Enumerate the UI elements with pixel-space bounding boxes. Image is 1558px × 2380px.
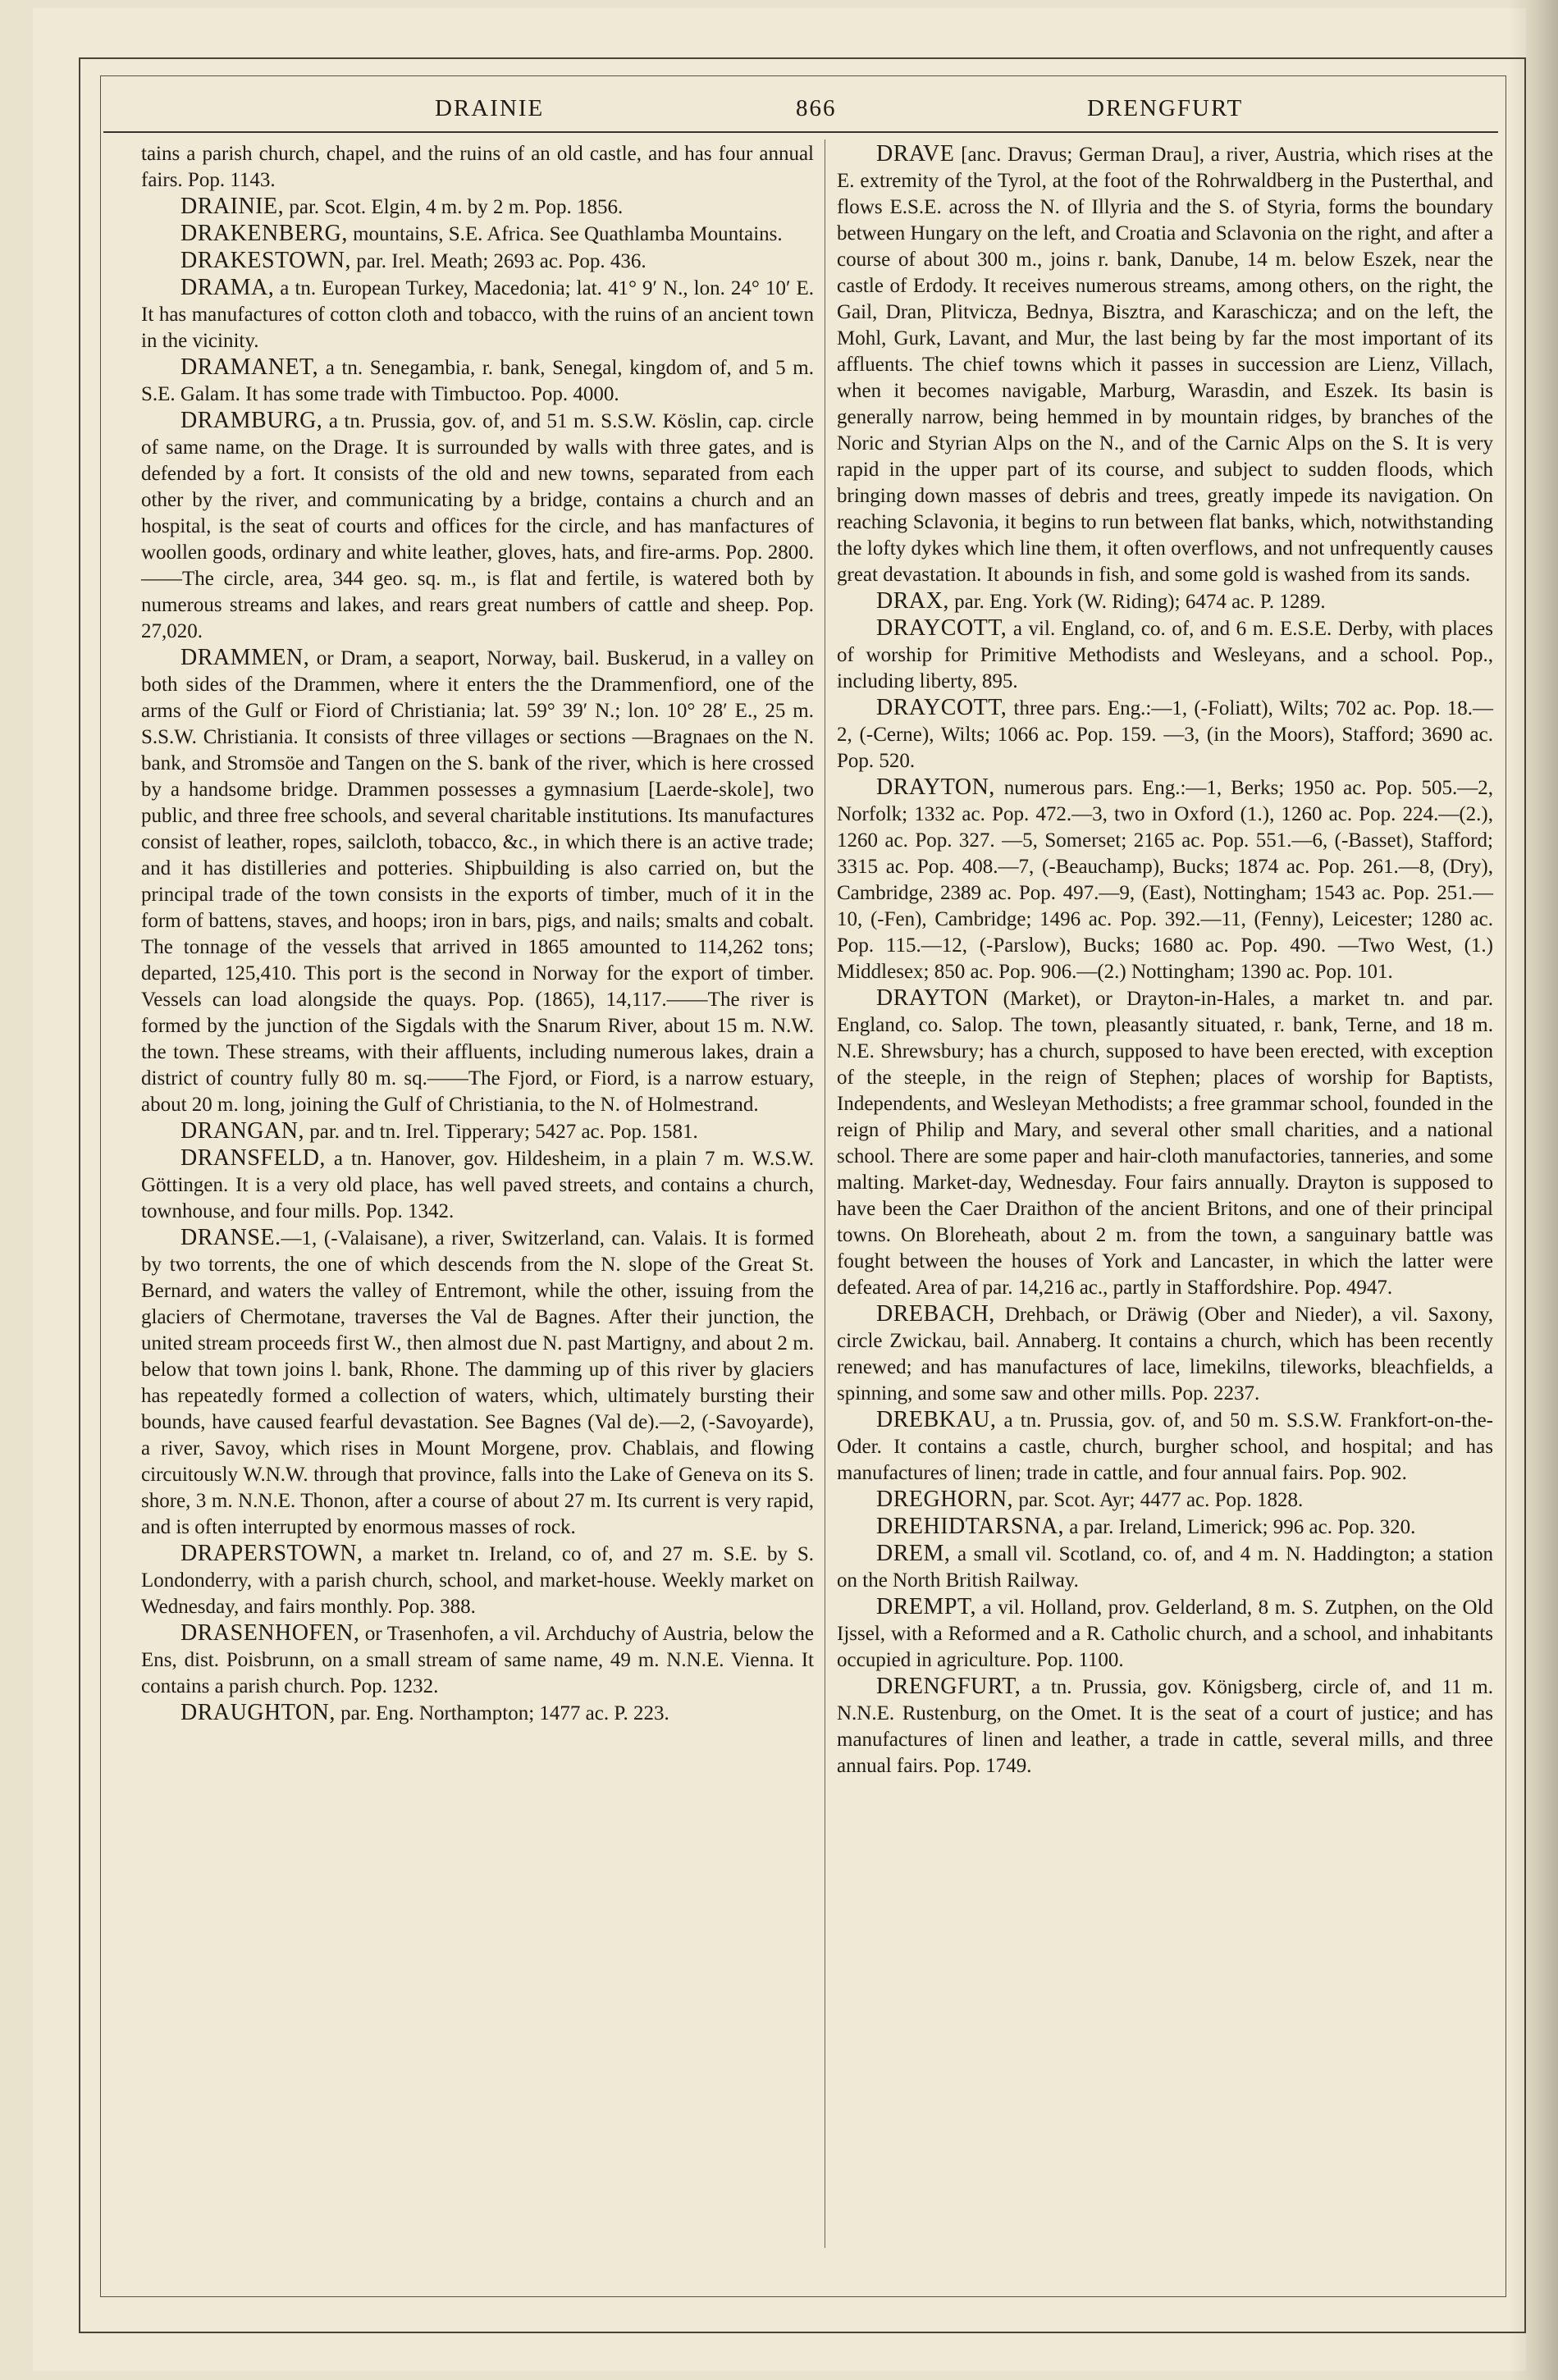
entry-headword: DRAMANET, xyxy=(180,354,319,380)
right-column-entry xyxy=(837,1541,1493,1594)
entry-text: a tn. Senegambia, r. bank, Senegal, kingdom of, and 5 m. S.E. Galam. It has some trade with Timbuctoo. Pop. 4000. xyxy=(141,357,814,405)
left-column-entry xyxy=(141,1145,814,1225)
right-column-entry xyxy=(837,141,1493,588)
right-column-entry xyxy=(837,615,1493,695)
entry-text: par. Irel. Meath; 2693 ac. Pop. 436. xyxy=(350,250,647,272)
entry-headword: DRAYCOTT, xyxy=(876,695,1007,720)
entry-headword: DREM, xyxy=(876,1541,951,1566)
left-column-entry xyxy=(141,248,814,275)
left-column-entry xyxy=(141,645,814,1118)
right-column-entry xyxy=(837,588,1493,615)
entry-text: three pars. Eng.:—1, (-Foliatt), Wilts; 702 ac. Pop. 18.—2, (-Cerne), Wilts; 1066 ac. Pop. 159. —3, (in the Moors), Stafford; 3690 ac. Pop. 520. xyxy=(837,697,1493,772)
entry-headword: DRAUGHTON, xyxy=(180,1700,336,1725)
right-column-entry xyxy=(837,1487,1493,1514)
entry-headword: DRENGFURT, xyxy=(876,1674,1021,1699)
right-column-entry xyxy=(837,1674,1493,1779)
entry-headword: DRANSE. xyxy=(180,1225,281,1250)
left-column-entry xyxy=(141,354,814,408)
entry-text: a tn. Prussia, gov. of, and 51 m. S.S.W. Köslin, cap. circle of same name, on the Drage. It is surrounded by walls with three gates, and is defended by a fort. It consists of the old and new towns, separated from each other by the river, and communicating by a bridge, contains a church and an hospital, is the seat of courts and offices for the circle, and has manfactures of woollen goods, ordinary and white leather, gloves, hats, and fire-arms. Pop. 2800. ——The circle, area, 344 geo. sq. m., is flat and fertile, is watered both by numerous streams and lakes, and rears great numbers of cattle and sheep. Pop. 27,020. xyxy=(141,410,814,642)
entry-text: —1, (-Valaisane), a river, Switzerland, can. Valais. It is formed by two torrents, the one of which descends from the N. slope of the Great St. Bernard, and waters the valley of Entremont, while the other, issuing from the glaciers of Chermotane, traverses the Val de Bagnes. After their junction, the united stream proceeds first W., then almost due N. past Martigny, and about 2 m. below that town joins l. bank, Rhone. The damming up of this river by glaciers has repeatedly formed a collection of waters, which, ultimately bursting their bounds, have caused fearful devastation. See Bagnes (Val de).—2, (-Savoyarde), a river, Savoy, which rises in Mount Morgene, prov. Chablais, and flowing circuitously W.N.W. through that province, falls into the Lake of Geneva on its S. shore, 3 m. N.N.E. Thonon, after a course of about 27 m. Its current is very rapid, and is often interrupted by enormous masses of rock. xyxy=(141,1227,814,1538)
left-column-entry xyxy=(141,408,814,645)
left-column-entry xyxy=(141,141,814,194)
entry-headword: DRAMA, xyxy=(180,275,275,300)
entry-text: a vil. England, co. of, and 6 m. E.S.E. Derby, with places of worship for Primitive Methodists and Wesleyans, and a school. Pop., including liberty, 895. xyxy=(837,618,1493,692)
right-column-entry xyxy=(837,1407,1493,1487)
entry-headword: DRAKESTOWN, xyxy=(180,248,351,273)
entry-headword: DRANGAN, xyxy=(180,1118,304,1144)
entry-text: a par. Ireland, Limerick; 996 ac. Pop. 320. xyxy=(1064,1516,1416,1538)
entry-headword: DRAYTON xyxy=(876,985,989,1011)
entry-text: (Market), or Drayton-in-Hales, a market tn. and par. England, co. Salop. The town, pleasantly situated, r. bank, Terne, and 18 m. N.E. Shrewsbury; has a church, supposed to have been erected, with exception of the steeple, in the reign of Stephen; places of worship for Baptists, Independents, and Wesleyan Methodists; a free grammar school, founded in the reign of Philip and Mary, and several other small charities, and a national school. There are some paper and hair-cloth manufactories, tanneries, and some malting. Market-day, Wednesday. Four fairs annually. Drayton is supposed to have been the Caer Draithon of the ancient Britons, and one of their principal towns. On Bloreheath, about 2 m. from the town, a sanguinary battle was fought between the houses of York and Lancaster, in which the latter were defeated. Area of par. 14,216 ac., partly in Staffordshire. Pop. 4947. xyxy=(837,988,1493,1299)
entry-headword: DREBKAU, xyxy=(876,1407,997,1432)
left-column-entry xyxy=(141,1225,814,1541)
right-column-entry xyxy=(837,1594,1493,1674)
entry-headword: DRAMMEN, xyxy=(180,645,310,670)
right-column-entry xyxy=(837,774,1493,985)
left-column xyxy=(141,141,814,1727)
entry-text: [anc. Dravus; German Drau], a river, Austria, which rises at the E. extremity of the Tyrol, at the foot of the Rohrwaldberg in the Pusterthal, and flows E.S.E. across the N. of Illyria and the S. of Styria, forms the boundary between Hungary on the left, and Croatia and Sclavonia on the right, and after a course of about 300 m., joins r. bank, Danube, 14 m. below Eszek, near the castle of Erdody. It receives numerous streams, among others, on the right, the Gail, Dran, Plitvicza, Bednya, Bisztra, and Karaschicza; and on the left, the Mohl, Gurk, Lavant, and Mur, the last being by far the most important of its affluents. The chief towns which it passes in succession are Lienz, Villach, when it becomes navigable, Marburg, Warasdin, and Eszek. Its basin is generally narrow, being hemmed in by mountain ridges, by branches of the Noric and Styrian Alps on the N., and of the Carnic Alps on the S. It is very rapid in the upper part of its course, and subject to sudden floods, which bringing down masses of debris and trees, greatly impede its navigation. On reaching Sclavonia, it begins to run between flat banks, which, notwithstanding the lofty dykes which line them, it often overflows, and not unfrequently causes great devastation. It abounds in fish, and some gold is washed from its sands. xyxy=(837,144,1493,586)
running-header xyxy=(115,90,1501,130)
right-column xyxy=(837,141,1493,1779)
entry-text: par. Eng. Northampton; 1477 ac. P. 223. xyxy=(335,1702,669,1724)
right-column-entry xyxy=(837,695,1493,774)
right-column-entry xyxy=(837,1301,1493,1407)
entry-headword: DREMPT, xyxy=(876,1594,976,1619)
entry-text: a market tn. Ireland, co of, and 27 m. S.E. by S. Londonderry, with a parish church, school, and market-house. Weekly market on Wednesday, and fairs monthly. Pop. 388. xyxy=(141,1543,814,1618)
entry-text: a tn. Prussia, gov. of, and 50 m. S.S.W. Frankfort-on-the-Oder. It contains a castle, church, burgher school, and hospital; and has manufactures of linen; trade in cattle, and four annual fairs. Pop. 902. xyxy=(837,1409,1493,1484)
entry-text: par. Scot. Ayr; 4477 ac. Pop. 1828. xyxy=(1013,1489,1304,1511)
entry-headword: DRAX, xyxy=(876,588,949,614)
page-number: 866 xyxy=(796,95,837,121)
entry-text: mountains, S.E. Africa. See Quathlamba Mountains. xyxy=(347,223,783,245)
left-column-entry xyxy=(141,1620,814,1700)
entry-text: a tn. European Turkey, Macedonia; lat. 41° 9′ N., lon. 24° 10′ E. It has manufactures of cotton cloth and tobacco, with the ruins of an ancient town in the vicinity. xyxy=(141,277,814,352)
left-column-entry xyxy=(141,194,814,221)
right-column-entry xyxy=(837,1514,1493,1541)
entry-headword: DREHIDTARSNA, xyxy=(876,1514,1065,1539)
entry-text: par. Scot. Elgin, 4 m. by 2 m. Pop. 1856. xyxy=(284,196,624,218)
entry-headword: DRAVE xyxy=(876,141,955,167)
right-column-entry xyxy=(837,985,1493,1301)
entry-text: or Trasenhofen, a vil. Archduchy of Austria, below the Ens, dist. Poisbrunn, on a small stream of same name, 49 m. N.N.E. Vienna. It contains a parish church. Pop. 1232. xyxy=(141,1623,814,1697)
entry-text: Drehbach, or Dräwig (Ober and Nieder), a vil. Saxony, circle Zwickau, bail. Annaberg. It contains a church, which has been recently renewed; and has manufactures of lace, limekilns, tileworks, bleachfields, a spinning, and some saw and other mills. Pop. 2237. xyxy=(837,1304,1493,1405)
left-column-entry xyxy=(141,275,814,354)
entry-text: a small vil. Scotland, co. of, and 4 m. N. Haddington; a station on the North British Railway. xyxy=(837,1543,1493,1592)
left-column-entry xyxy=(141,221,814,248)
entry-text: a tn. Hanover, gov. Hildesheim, in a plain 7 m. W.S.W. Göttingen. It is a very old place, has well paved streets, and contains a church, townhouse, and four mills. Pop. 1342. xyxy=(141,1148,814,1222)
entry-text: par. Eng. York (W. Riding); 6474 ac. P. 1289. xyxy=(948,591,1326,613)
header-left-title: DRAINIE xyxy=(435,95,545,121)
left-column-entry xyxy=(141,1541,814,1620)
entry-text: a vil. Holland, prov. Gelderland, 8 m. S. Zutphen, on the Old Ijssel, with a Reformed and a R. Catholic church, and a school, and inhabitants occupied in agriculture. Pop. 1100. xyxy=(837,1597,1493,1671)
entry-text: a tn. Prussia, gov. Königsberg, circle of, and 11 m. N.N.E. Rustenburg, on the Omet. It is the seat of a court of justice; and has manufactures of linen and leather, a trade in cattle, several mills, and three annual fairs. Pop. 1749. xyxy=(837,1676,1493,1777)
entry-headword: DRASENHOFEN, xyxy=(180,1620,360,1646)
entry-headword: DRAINIE, xyxy=(180,194,285,219)
entry-headword: DRAKENBERG, xyxy=(180,221,348,246)
entry-headword: DRANSFELD, xyxy=(180,1145,326,1171)
header-rule xyxy=(103,131,1498,133)
entry-headword: DRAYCOTT, xyxy=(876,615,1007,641)
entry-headword: DREGHORN, xyxy=(876,1487,1014,1512)
entry-text: or Dram, a seaport, Norway, bail. Buskerud, in a valley on both sides of the Drammen, where it enters the the Drammenfiord, one of the arms of the Gulf or Fiord of Christiania; lat. 59° 39′ N.; lon. 10° 28′ E., 25 m. S.S.W. Christiania. It consists of three villages or sections —Bragnaes on the N. bank, and Stromsöe and Tangen on the S. bank of the river, which is here crossed by a handsome bridge. Drammen possesses a gymnasium [Laerde-skole], two public, and three free schools, and several charitable institutions. Its manufactures consist of leather, ropes, sailcloth, tobacco, &c., in which there is an active trade; and it has distilleries and potteries. Shipbuilding is also carried on, but the principal trade of the town consists in the exports of timber, much of it in the form of battens, staves, and hoops; iron in bars, pigs, and nails; smalts and cobalt. The tonnage of the vessels that arrived in 1865 amounted to 114,262 tons; departed, 125,410. This port is the second in Norway for the export of timber. Vessels can load alongside the quays. Pop. (1865), 14,117.——The river is formed by the junction of the Sigdals with the Snarum River, about 15 m. N.W. the town. These streams, with their affluents, including numerous lakes, drain a district of country fully 80 m. sq.——The Fjord, or Fiord, is a narrow estuary, about 20 m. long, joining the Gulf of Christiania, to the N. of Holmestrand. xyxy=(141,647,814,1116)
entry-text: tains a parish church, chapel, and the ruins of an old castle, and has four annual fairs. Pop. 1143. xyxy=(141,143,814,191)
entry-text: par. and tn. Irel. Tipperary; 5427 ac. Pop. 1581. xyxy=(304,1121,698,1143)
left-column-entry xyxy=(141,1118,814,1145)
entry-text: numerous pars. Eng.:—1, Berks; 1950 ac. Pop. 505.—2, Norfolk; 1332 ac. Pop. 472.—3, two in Oxford (1.), 1260 ac. Pop. 224.—(2.), 1260 ac. Pop. 327. —5, Somerset; 2165 ac. Pop. 551.—6, (-Basset), Stafford; 3315 ac. Pop. 408.—7, (-Beauchamp), Bucks; 1874 ac. Pop. 261.—8, (Dry), Cambridge, 2389 ac. Pop. 497.—9, (East), Nottingham; 1543 ac. Pop. 251.—10, (-Fen), Cambridge; 1496 ac. Pop. 392.—11, (Fenny), Leicester; 1280 ac. Pop. 115.—12, (-Parslow), Bucks; 1680 ac. Pop. 490. —Two West, (1.) Middlesex; 850 ac. Pop. 906.—(2.) Nottingham; 1390 ac. Pop. 101. xyxy=(837,777,1493,983)
header-right-title: DRENGFURT xyxy=(1087,95,1244,121)
left-column-entry xyxy=(141,1700,814,1727)
entry-headword: DREBACH, xyxy=(876,1301,995,1327)
entry-headword: DRAMBURG, xyxy=(180,408,323,433)
entry-headword: DRAYTON, xyxy=(876,774,995,800)
entry-headword: DRAPERSTOWN, xyxy=(180,1541,363,1566)
